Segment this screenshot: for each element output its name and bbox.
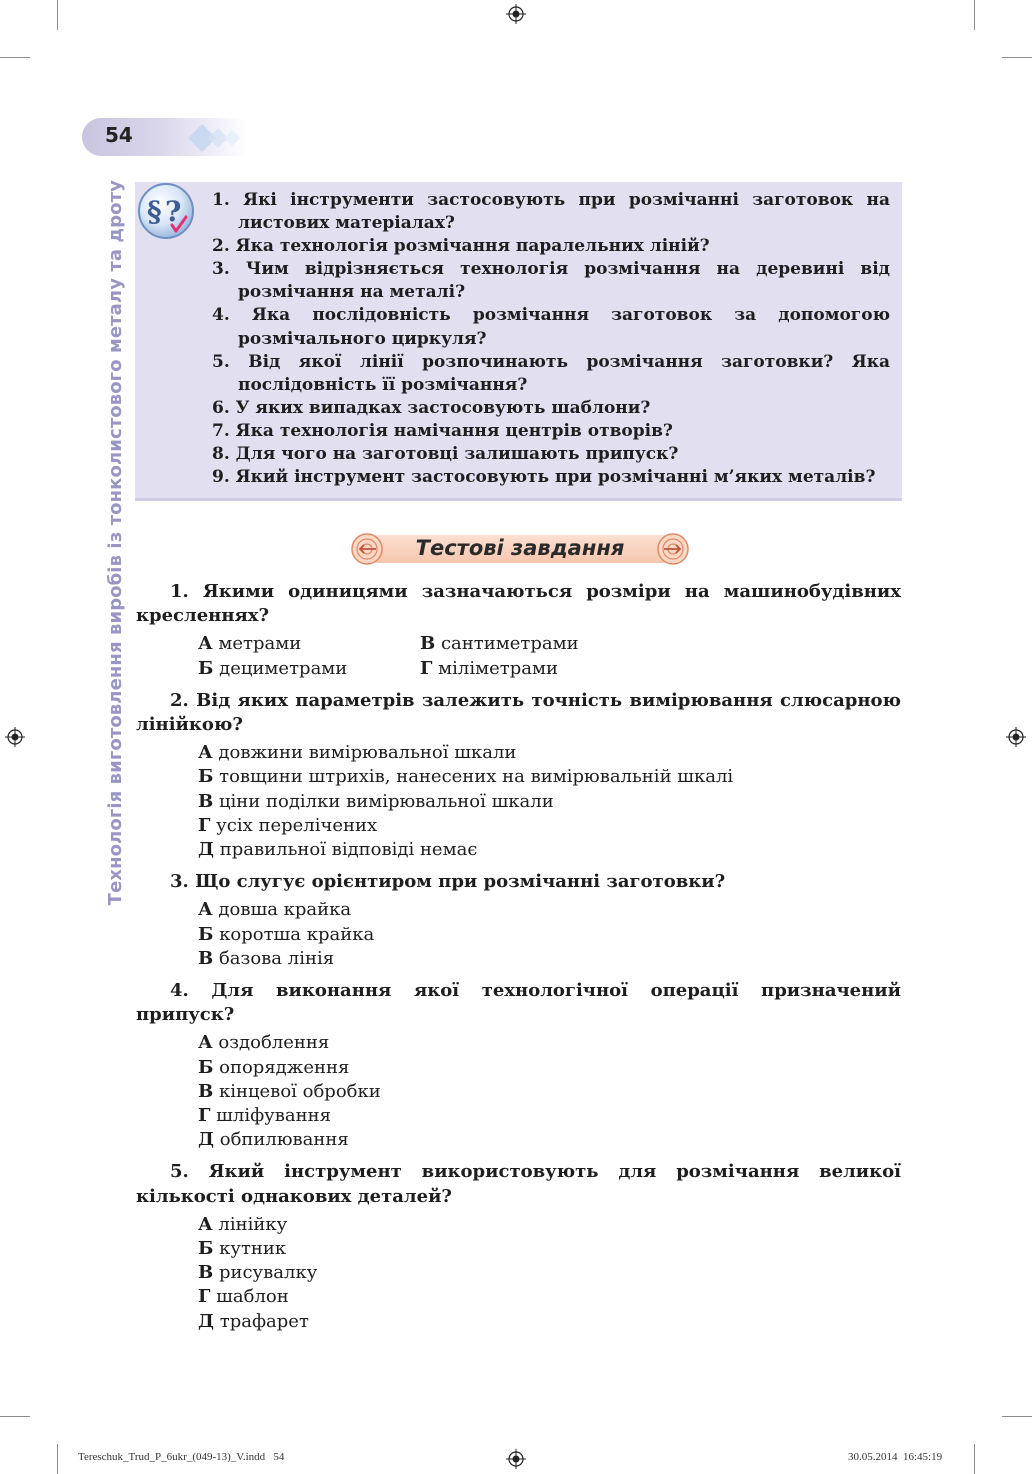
test-options <box>198 741 901 862</box>
test-option: А метрами <box>198 633 302 655</box>
test-option: В кінцевої обробки <box>198 1080 381 1102</box>
review-question: 2. Яка технологія розмічання паралельних ліній? <box>212 236 710 257</box>
review-question: 1. Які інструменти застосовують при розмічанні заготовок на листових матеріалах? <box>212 190 890 234</box>
review-question: 4. Яка послідовність розмічання заготовок за допомогою розмічального циркуля? <box>212 305 890 349</box>
test-option: Г міліметрами <box>420 657 558 679</box>
test-option: Д трафарет <box>198 1310 309 1332</box>
test-option: В сантиметрами <box>420 633 579 655</box>
test-option: А довжини вимірювальної шкали <box>198 742 517 764</box>
test-option: Б коротша крайка <box>198 923 375 945</box>
crop-mark-top-left-h <box>0 57 30 58</box>
test-option: В рисувалку <box>198 1262 318 1284</box>
test-option: А лінійку <box>198 1213 288 1235</box>
review-questions-list <box>212 189 890 489</box>
crop-mark-top-right-h <box>1002 57 1032 58</box>
review-question: 3. Чим відрізняється технологія розмічання на деревині від розмічання на металі? <box>212 259 890 303</box>
test-option: Г шліфування <box>198 1105 331 1127</box>
test-options <box>198 632 901 680</box>
page-number: 54 <box>105 123 133 147</box>
test-question: 3. Що слугує орієнтиром при розмічанні заготовки? <box>170 871 726 893</box>
registration-mark-icon <box>506 1449 526 1469</box>
test-option: Д обпилювання <box>198 1129 349 1151</box>
test-option: А довша крайка <box>198 899 352 921</box>
section-question-icon <box>136 181 196 241</box>
test-option: В базова лінія <box>198 947 335 969</box>
svg-text:§: § <box>147 195 162 228</box>
decorative-diamonds-icon <box>182 120 248 156</box>
crop-mark-bottom-right-h <box>1002 1416 1032 1417</box>
tests-section <box>136 580 901 1342</box>
test-option: Б кутник <box>198 1238 287 1260</box>
test-option: Г усіх перелічених <box>198 814 378 836</box>
test-option: Б дециметрами <box>198 657 348 679</box>
test-option: А оздоблення <box>198 1032 330 1054</box>
footer-filename: Tereschuk_Trud_P_6ukr_(049-13)_V.indd 54 <box>78 1451 285 1463</box>
svg-text:?: ? <box>165 195 182 228</box>
side-title <box>100 180 130 906</box>
test-question: 5. Який інструмент використовують для розмічання великої кількості однакових деталей? <box>136 1161 901 1207</box>
crop-mark-bottom-left-v <box>57 1444 58 1474</box>
test-option: Б товщини штрихів, нанесених на вимірювальній шкалі <box>198 766 734 788</box>
review-question: 8. Для чого на заготовці залишають припуск? <box>212 444 679 465</box>
test-question: 4. Для виконання якої технологічної операції призначений припуск? <box>136 980 901 1026</box>
tests-heading-banner <box>350 532 690 566</box>
test-options <box>198 1031 901 1152</box>
test-options <box>198 1213 901 1334</box>
review-question: 9. Який інструмент застосовують при розмічанні м’яких металів? <box>212 467 876 488</box>
tests-heading: Тестові завдання <box>415 536 625 560</box>
registration-mark-icon <box>5 727 25 747</box>
test-question: 1. Якими одиницями зазначаються розміри на машинобудівних кресленнях? <box>136 581 901 627</box>
side-title-text: Технологія виготовлення виробів із тонколистового металу та дроту <box>104 180 126 906</box>
test-option: Г шаблон <box>198 1286 289 1308</box>
crop-mark-bottom-right-v <box>974 1444 975 1474</box>
test-option: Б опорядження <box>198 1056 350 1078</box>
crop-mark-bottom-left-h <box>0 1416 30 1417</box>
registration-mark-icon <box>506 4 526 24</box>
crop-mark-top-right-v <box>974 0 975 30</box>
crop-mark-top-left-v <box>57 0 58 30</box>
test-question: 2. Від яких параметрів залежить точність вимірювання слюсарною лінійкою? <box>136 689 901 736</box>
review-question: 7. Яка технологія намічання центрів отворів? <box>212 420 673 441</box>
test-option: В ціни поділки вимірювальної шкали <box>198 790 554 812</box>
review-question: 6. У яких випадках застосовують шаблони? <box>212 397 651 418</box>
test-options <box>198 898 901 971</box>
registration-mark-icon <box>1006 727 1026 747</box>
footer-timestamp: 30.05.2014 16:45:19 <box>848 1451 943 1463</box>
review-question: 5. Від якої лінії розпочинають розмічання заготовки? Яка послідовність її розмічання? <box>212 351 890 395</box>
test-option: Д правильної відповіді немає <box>198 839 478 861</box>
